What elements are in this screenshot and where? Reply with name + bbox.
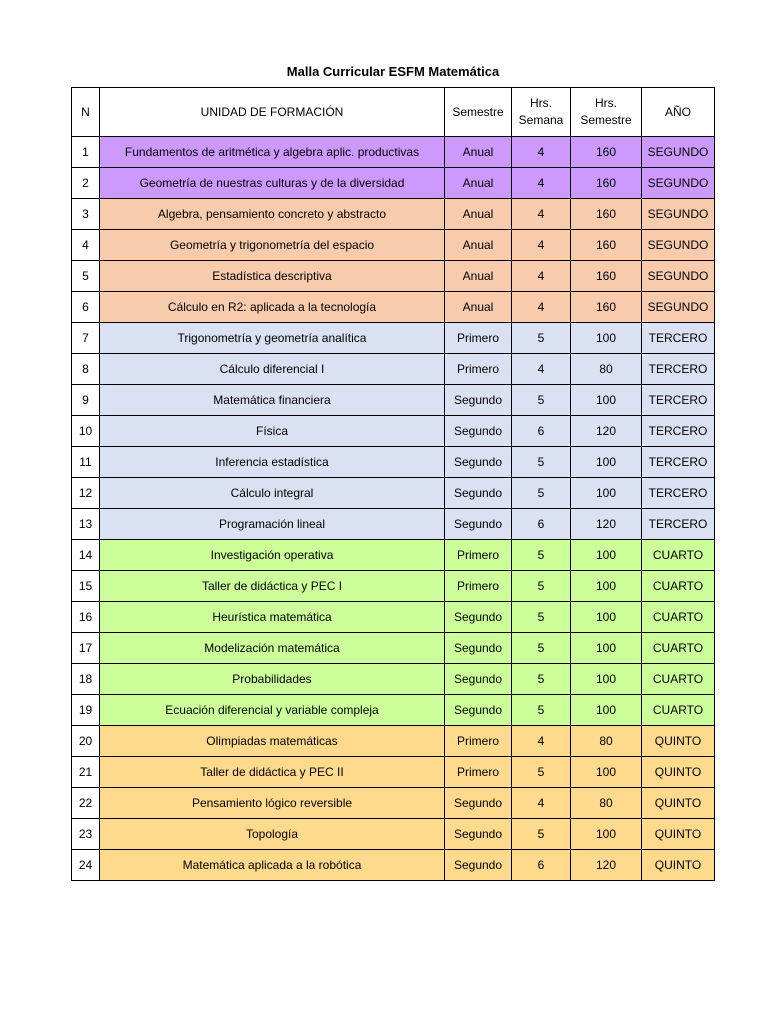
row-number-cell: 5 — [72, 261, 100, 292]
semester-cell: Primero — [445, 354, 512, 385]
row-number-cell: 21 — [72, 757, 100, 788]
hrs-semester-cell: 160 — [571, 168, 642, 199]
hrs-week-cell: 5 — [512, 695, 571, 726]
hrs-week-cell: 5 — [512, 664, 571, 695]
row-number-cell: 3 — [72, 199, 100, 230]
hrs-semester-cell: 100 — [571, 819, 642, 850]
hrs-week-cell: 5 — [512, 633, 571, 664]
header-hrs-week-line2: Semana — [518, 113, 564, 127]
row-number-cell: 23 — [72, 819, 100, 850]
unit-name-cell: Taller de didáctica y PEC II — [100, 757, 445, 788]
header-hrs-week-line1: Hrs. — [530, 96, 552, 110]
year-cell: QUINTO — [642, 726, 715, 757]
hrs-week-cell: 4 — [512, 137, 571, 168]
semester-cell: Segundo — [445, 447, 512, 478]
hrs-week-cell: 6 — [512, 850, 571, 881]
curriculum-table — [71, 87, 715, 881]
semester-cell: Segundo — [445, 416, 512, 447]
table-row — [72, 726, 715, 757]
year-cell: TERCERO — [642, 509, 715, 540]
year-cell: TERCERO — [642, 323, 715, 354]
hrs-week-cell: 5 — [512, 757, 571, 788]
row-number-cell: 7 — [72, 323, 100, 354]
semester-cell: Anual — [445, 168, 512, 199]
hrs-week-cell: 5 — [512, 385, 571, 416]
unit-name-cell: Investigación operativa — [100, 540, 445, 571]
header-hrs-semester-line1: Hrs. — [595, 96, 617, 110]
year-cell: SEGUNDO — [642, 199, 715, 230]
semester-cell: Anual — [445, 137, 512, 168]
header-n: N — [72, 88, 100, 137]
table-row — [72, 509, 715, 540]
year-cell: SEGUNDO — [642, 137, 715, 168]
hrs-semester-cell: 100 — [571, 757, 642, 788]
header-hrs-semester — [571, 88, 642, 137]
hrs-week-cell: 5 — [512, 571, 571, 602]
semester-cell: Segundo — [445, 385, 512, 416]
document-title: Malla Curricular ESFM Matemática — [286, 64, 500, 79]
hrs-week-cell: 4 — [512, 199, 571, 230]
hrs-semester-cell: 100 — [571, 323, 642, 354]
semester-cell: Segundo — [445, 788, 512, 819]
row-number-cell: 4 — [72, 230, 100, 261]
year-cell: TERCERO — [642, 416, 715, 447]
semester-cell: Segundo — [445, 695, 512, 726]
unit-name-cell: Ecuación diferencial y variable compleja — [100, 695, 445, 726]
year-cell: CUARTO — [642, 664, 715, 695]
row-number-cell: 14 — [72, 540, 100, 571]
hrs-semester-cell: 100 — [571, 447, 642, 478]
semester-cell: Segundo — [445, 819, 512, 850]
row-number-cell: 24 — [72, 850, 100, 881]
table-body — [72, 137, 715, 881]
header-year: AÑO — [642, 88, 715, 137]
row-number-cell: 9 — [72, 385, 100, 416]
row-number-cell: 15 — [72, 571, 100, 602]
unit-name-cell: Cálculo diferencial I — [100, 354, 445, 385]
hrs-week-cell: 4 — [512, 230, 571, 261]
semester-cell: Segundo — [445, 850, 512, 881]
table-row — [72, 447, 715, 478]
table-row — [72, 602, 715, 633]
table-row — [72, 540, 715, 571]
unit-name-cell: Geometría y trigonometría del espacio — [100, 230, 445, 261]
year-cell: CUARTO — [642, 571, 715, 602]
hrs-semester-cell: 80 — [571, 788, 642, 819]
year-cell: CUARTO — [642, 540, 715, 571]
row-number-cell: 20 — [72, 726, 100, 757]
table-row — [72, 354, 715, 385]
row-number-cell: 19 — [72, 695, 100, 726]
unit-name-cell: Estadística descriptiva — [100, 261, 445, 292]
year-cell: TERCERO — [642, 354, 715, 385]
row-number-cell: 6 — [72, 292, 100, 323]
hrs-week-cell: 4 — [512, 168, 571, 199]
unit-name-cell: Pensamiento lógico reversible — [100, 788, 445, 819]
hrs-semester-cell: 120 — [571, 850, 642, 881]
semester-cell: Segundo — [445, 509, 512, 540]
hrs-week-cell: 5 — [512, 540, 571, 571]
semester-cell: Primero — [445, 571, 512, 602]
unit-name-cell: Matemática financiera — [100, 385, 445, 416]
unit-name-cell: Cálculo integral — [100, 478, 445, 509]
hrs-semester-cell: 160 — [571, 292, 642, 323]
hrs-week-cell: 4 — [512, 292, 571, 323]
unit-name-cell: Topología — [100, 819, 445, 850]
hrs-semester-cell: 100 — [571, 633, 642, 664]
header-hrs-week — [512, 88, 571, 137]
unit-name-cell: Taller de didáctica y PEC I — [100, 571, 445, 602]
year-cell: CUARTO — [642, 633, 715, 664]
unit-name-cell: Olimpiadas matemáticas — [100, 726, 445, 757]
row-number-cell: 11 — [72, 447, 100, 478]
unit-name-cell: Inferencia estadística — [100, 447, 445, 478]
year-cell: SEGUNDO — [642, 230, 715, 261]
unit-name-cell: Algebra, pensamiento concreto y abstracto — [100, 199, 445, 230]
year-cell: QUINTO — [642, 757, 715, 788]
row-number-cell: 16 — [72, 602, 100, 633]
year-cell: CUARTO — [642, 602, 715, 633]
table-row — [72, 757, 715, 788]
table-row — [72, 168, 715, 199]
hrs-week-cell: 4 — [512, 354, 571, 385]
table-row — [72, 788, 715, 819]
semester-cell: Segundo — [445, 664, 512, 695]
unit-name-cell: Geometría de nuestras culturas y de la diversidad — [100, 168, 445, 199]
hrs-week-cell: 4 — [512, 788, 571, 819]
year-cell: TERCERO — [642, 447, 715, 478]
table-header-row — [72, 88, 715, 137]
row-number-cell: 12 — [72, 478, 100, 509]
semester-cell: Primero — [445, 726, 512, 757]
table-row — [72, 199, 715, 230]
table-row — [72, 633, 715, 664]
table-row — [72, 292, 715, 323]
unit-name-cell: Trigonometría y geometría analítica — [100, 323, 445, 354]
year-cell: CUARTO — [642, 695, 715, 726]
row-number-cell: 8 — [72, 354, 100, 385]
table-row — [72, 695, 715, 726]
row-number-cell: 17 — [72, 633, 100, 664]
unit-name-cell: Cálculo en R2: aplicada a la tecnología — [100, 292, 445, 323]
hrs-week-cell: 5 — [512, 478, 571, 509]
hrs-week-cell: 5 — [512, 447, 571, 478]
hrs-semester-cell: 100 — [571, 478, 642, 509]
hrs-semester-cell: 100 — [571, 664, 642, 695]
row-number-cell: 13 — [72, 509, 100, 540]
hrs-week-cell: 5 — [512, 323, 571, 354]
hrs-semester-cell: 100 — [571, 602, 642, 633]
hrs-semester-cell: 160 — [571, 261, 642, 292]
year-cell: SEGUNDO — [642, 292, 715, 323]
hrs-semester-cell: 100 — [571, 540, 642, 571]
semester-cell: Anual — [445, 230, 512, 261]
hrs-semester-cell: 120 — [571, 416, 642, 447]
hrs-week-cell: 4 — [512, 726, 571, 757]
hrs-semester-cell: 100 — [571, 695, 642, 726]
year-cell: QUINTO — [642, 850, 715, 881]
semester-cell: Anual — [445, 199, 512, 230]
unit-name-cell: Probabilidades — [100, 664, 445, 695]
row-number-cell: 22 — [72, 788, 100, 819]
table-row — [72, 571, 715, 602]
row-number-cell: 18 — [72, 664, 100, 695]
hrs-semester-cell: 160 — [571, 199, 642, 230]
hrs-week-cell: 5 — [512, 602, 571, 633]
hrs-semester-cell: 100 — [571, 571, 642, 602]
hrs-week-cell: 6 — [512, 509, 571, 540]
table-row — [72, 230, 715, 261]
table-row — [72, 323, 715, 354]
hrs-semester-cell: 160 — [571, 137, 642, 168]
table-row — [72, 850, 715, 881]
year-cell: QUINTO — [642, 819, 715, 850]
semester-cell: Segundo — [445, 478, 512, 509]
hrs-semester-cell: 80 — [571, 726, 642, 757]
header-unit: UNIDAD DE FORMACIÓN — [100, 88, 445, 137]
semester-cell: Primero — [445, 323, 512, 354]
semester-cell: Segundo — [445, 602, 512, 633]
hrs-week-cell: 6 — [512, 416, 571, 447]
semester-cell: Anual — [445, 292, 512, 323]
table-row — [72, 416, 715, 447]
table-row — [72, 819, 715, 850]
table-row — [72, 137, 715, 168]
hrs-week-cell: 5 — [512, 819, 571, 850]
semester-cell: Primero — [445, 540, 512, 571]
unit-name-cell: Matemática aplicada a la robótica — [100, 850, 445, 881]
unit-name-cell: Modelización matemática — [100, 633, 445, 664]
row-number-cell: 1 — [72, 137, 100, 168]
semester-cell: Segundo — [445, 633, 512, 664]
row-number-cell: 10 — [72, 416, 100, 447]
hrs-semester-cell: 100 — [571, 385, 642, 416]
table-row — [72, 664, 715, 695]
hrs-semester-cell: 160 — [571, 230, 642, 261]
table-row — [72, 261, 715, 292]
unit-name-cell: Fundamentos de aritmética y algebra aplic. productivas — [100, 137, 445, 168]
row-number-cell: 2 — [72, 168, 100, 199]
year-cell: SEGUNDO — [642, 168, 715, 199]
hrs-semester-cell: 80 — [571, 354, 642, 385]
table-row — [72, 385, 715, 416]
unit-name-cell: Física — [100, 416, 445, 447]
hrs-semester-cell: 120 — [571, 509, 642, 540]
semester-cell: Anual — [445, 261, 512, 292]
year-cell: QUINTO — [642, 788, 715, 819]
header-semester: Semestre — [445, 88, 512, 137]
unit-name-cell: Heurística matemática — [100, 602, 445, 633]
year-cell: SEGUNDO — [642, 261, 715, 292]
semester-cell: Primero — [445, 757, 512, 788]
table-row — [72, 478, 715, 509]
hrs-week-cell: 4 — [512, 261, 571, 292]
year-cell: TERCERO — [642, 385, 715, 416]
year-cell: TERCERO — [642, 478, 715, 509]
header-hrs-semester-line2: Semestre — [580, 113, 632, 127]
unit-name-cell: Programación lineal — [100, 509, 445, 540]
